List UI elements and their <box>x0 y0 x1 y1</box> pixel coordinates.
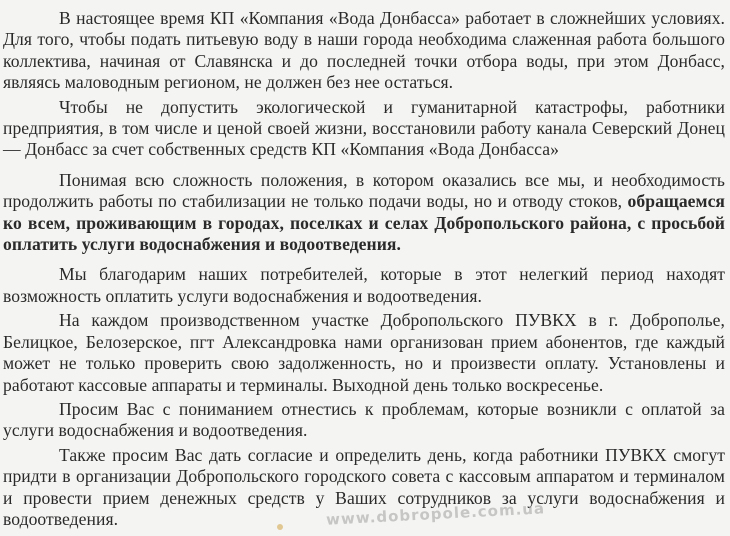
appeal-bold-text: обращаемся ко всем, проживающим в городах, поселках и селах Добропольского района, с просьбой оплатить услуги водоснабжения и водоотведения. <box>3 191 725 255</box>
paragraph-understanding: Просим Вас с пониманием отнестись к проблемам, которые возникли с оплатой за услуги водоснабжения и водоотведения. <box>3 398 725 441</box>
paragraph-request-visit: Также просим Вас дать согласие и определить день, когда работники ПУВКХ смогут придти в организации Добропольского городского совета с кассовым аппаратом и терминалом и провести прием денежных средств у Ваших сотрудников за услуги водоснабжения и водоотведения. <box>3 444 725 529</box>
paragraph-appeal <box>3 170 725 256</box>
site-watermark: www.dobropole.com.ua <box>325 499 546 529</box>
paragraph-payment-points: На каждом производственном участке Добропольского ПУВКХ в г. Доброполье, Белицкое, Белозерское, пгт Александровка нами организован прием абонентов, где каждый может не только проверить свою задолженность, но и произвести оплату. Установлены и работают кассовые аппараты и терминалы. Выходной день только воскресенье. <box>3 310 725 395</box>
paragraph-current-situation: В настоящее время КП «Компания «Вода Донбасса» работает в сложнейших условиях. Для того, чтобы подать питьевую воду в наши города необходима слаженная работа большого коллектива, начиная от Славянска и до последней точки отбора воды, при этом Донбасс, являясь маловодным регионом, не должен без нее остаться. <box>3 8 725 93</box>
document-body <box>3 8 725 530</box>
paragraph-canal-restored: Чтобы не допустить экологической и гуманитарной катастрофы, работники предприятия, в том числе и ценой своей жизни, восстановили работу канала Северский Донец — Донбасс за счет собственных средств КП «Компания «Вода Донбасса» <box>3 96 725 160</box>
appeal-intro-text: Понимая всю сложность положения, в котором оказались все мы, и необходимость продолжить работы по стабилизации не только подачи воды, но и отводу стоков, <box>3 169 725 212</box>
paragraph-gratitude: Мы благодарим наших потребителей, которые в этот нелегкий период находят возможность оплатить услуги водоснабжения и водоотведения. <box>3 264 725 306</box>
paper-stain <box>277 524 283 530</box>
